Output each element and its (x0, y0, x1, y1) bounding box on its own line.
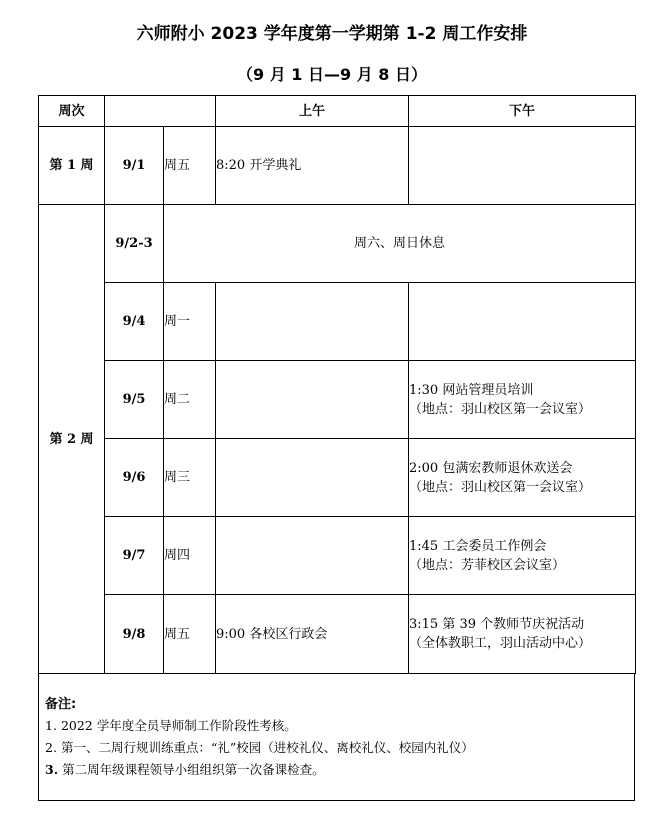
weekday-cell: 周四 (164, 517, 216, 595)
note-item (45, 759, 634, 781)
header-row (39, 96, 636, 127)
date-cell: 9/7 (105, 517, 164, 595)
morning-cell (216, 361, 409, 439)
date-cell: 9/6 (105, 439, 164, 517)
event-location: （全体教职工，羽山活动中心） (409, 636, 592, 651)
date-cell: 9/2-3 (105, 205, 164, 283)
event-location: （地点：羽山校区第一会议室） (409, 479, 592, 495)
event-line: 2:00 包满宏教师退休欢送会 (409, 460, 573, 476)
event-location: （地点：芳菲校区会议室） (409, 557, 566, 573)
afternoon-cell (409, 517, 636, 595)
page-title: 六师附小 2023 学年度第一学期第 1-2 周工作安排 (136, 24, 528, 44)
weekday-cell: 周五 (164, 595, 216, 674)
date-cell: 9/8 (105, 595, 164, 674)
event-line: 3:15 第 39 个教师节庆祝活动 (409, 617, 585, 632)
header-afternoon: 下午 (409, 96, 636, 127)
header-blank (105, 96, 216, 127)
date-cell: 9/1 (105, 127, 164, 205)
morning-cell (216, 439, 409, 517)
table-row (39, 595, 636, 674)
header-week: 周次 (39, 96, 105, 127)
event-line: 8:20 开学典礼 (216, 158, 302, 173)
table-row (39, 361, 636, 439)
morning-cell (216, 127, 409, 205)
morning-cell (216, 517, 409, 595)
week-label: 第 1 周 (39, 127, 105, 205)
rest-day-cell: 周六、周日休息 (164, 205, 636, 283)
table-row (39, 439, 636, 517)
event-line: 1:30 网站管理员培训 (409, 382, 534, 398)
morning-cell (216, 283, 409, 361)
weekday-cell: 周三 (164, 439, 216, 517)
schedule-table (38, 95, 636, 674)
afternoon-cell (409, 361, 636, 439)
table-row (39, 127, 636, 205)
header-morning: 上午 (216, 96, 409, 127)
table-row (39, 517, 636, 595)
table-row (39, 283, 636, 361)
notes-section (38, 673, 635, 801)
date-cell: 9/5 (105, 361, 164, 439)
afternoon-cell (409, 439, 636, 517)
note-number: 3. (45, 762, 59, 777)
note-text: 2022 学年度全员导师制工作阶段性考核。 (60, 718, 297, 733)
note-text: 第二周年级课程领导小组组织第一次备课检查。 (62, 762, 325, 777)
week-label: 第 2 周 (39, 205, 105, 674)
morning-cell (216, 595, 409, 674)
note-item (45, 737, 634, 759)
weekday-cell: 周一 (164, 283, 216, 361)
weekday-cell: 周二 (164, 361, 216, 439)
notes-title: 备注: (45, 697, 77, 712)
afternoon-cell (409, 127, 636, 205)
date-range-subtitle: （9 月 1 日—9 月 8 日） (237, 65, 427, 84)
event-line: 9:00 各校区行政会 (216, 626, 328, 642)
note-item (45, 715, 634, 737)
note-number: 2. (45, 740, 57, 755)
afternoon-cell (409, 283, 636, 361)
date-cell: 9/4 (105, 283, 164, 361)
event-line: 1:45 工会委员工作例会 (409, 538, 547, 554)
table-row (39, 205, 636, 283)
weekday-cell: 周五 (164, 127, 216, 205)
note-number: 1. (45, 718, 57, 733)
afternoon-cell (409, 595, 636, 674)
event-location: （地点：羽山校区第一会议室） (409, 401, 592, 417)
note-text: 第一、二周行规训练重点：“礼”校园（进校礼仪、离校礼仪、校园内礼仪） (60, 740, 474, 755)
